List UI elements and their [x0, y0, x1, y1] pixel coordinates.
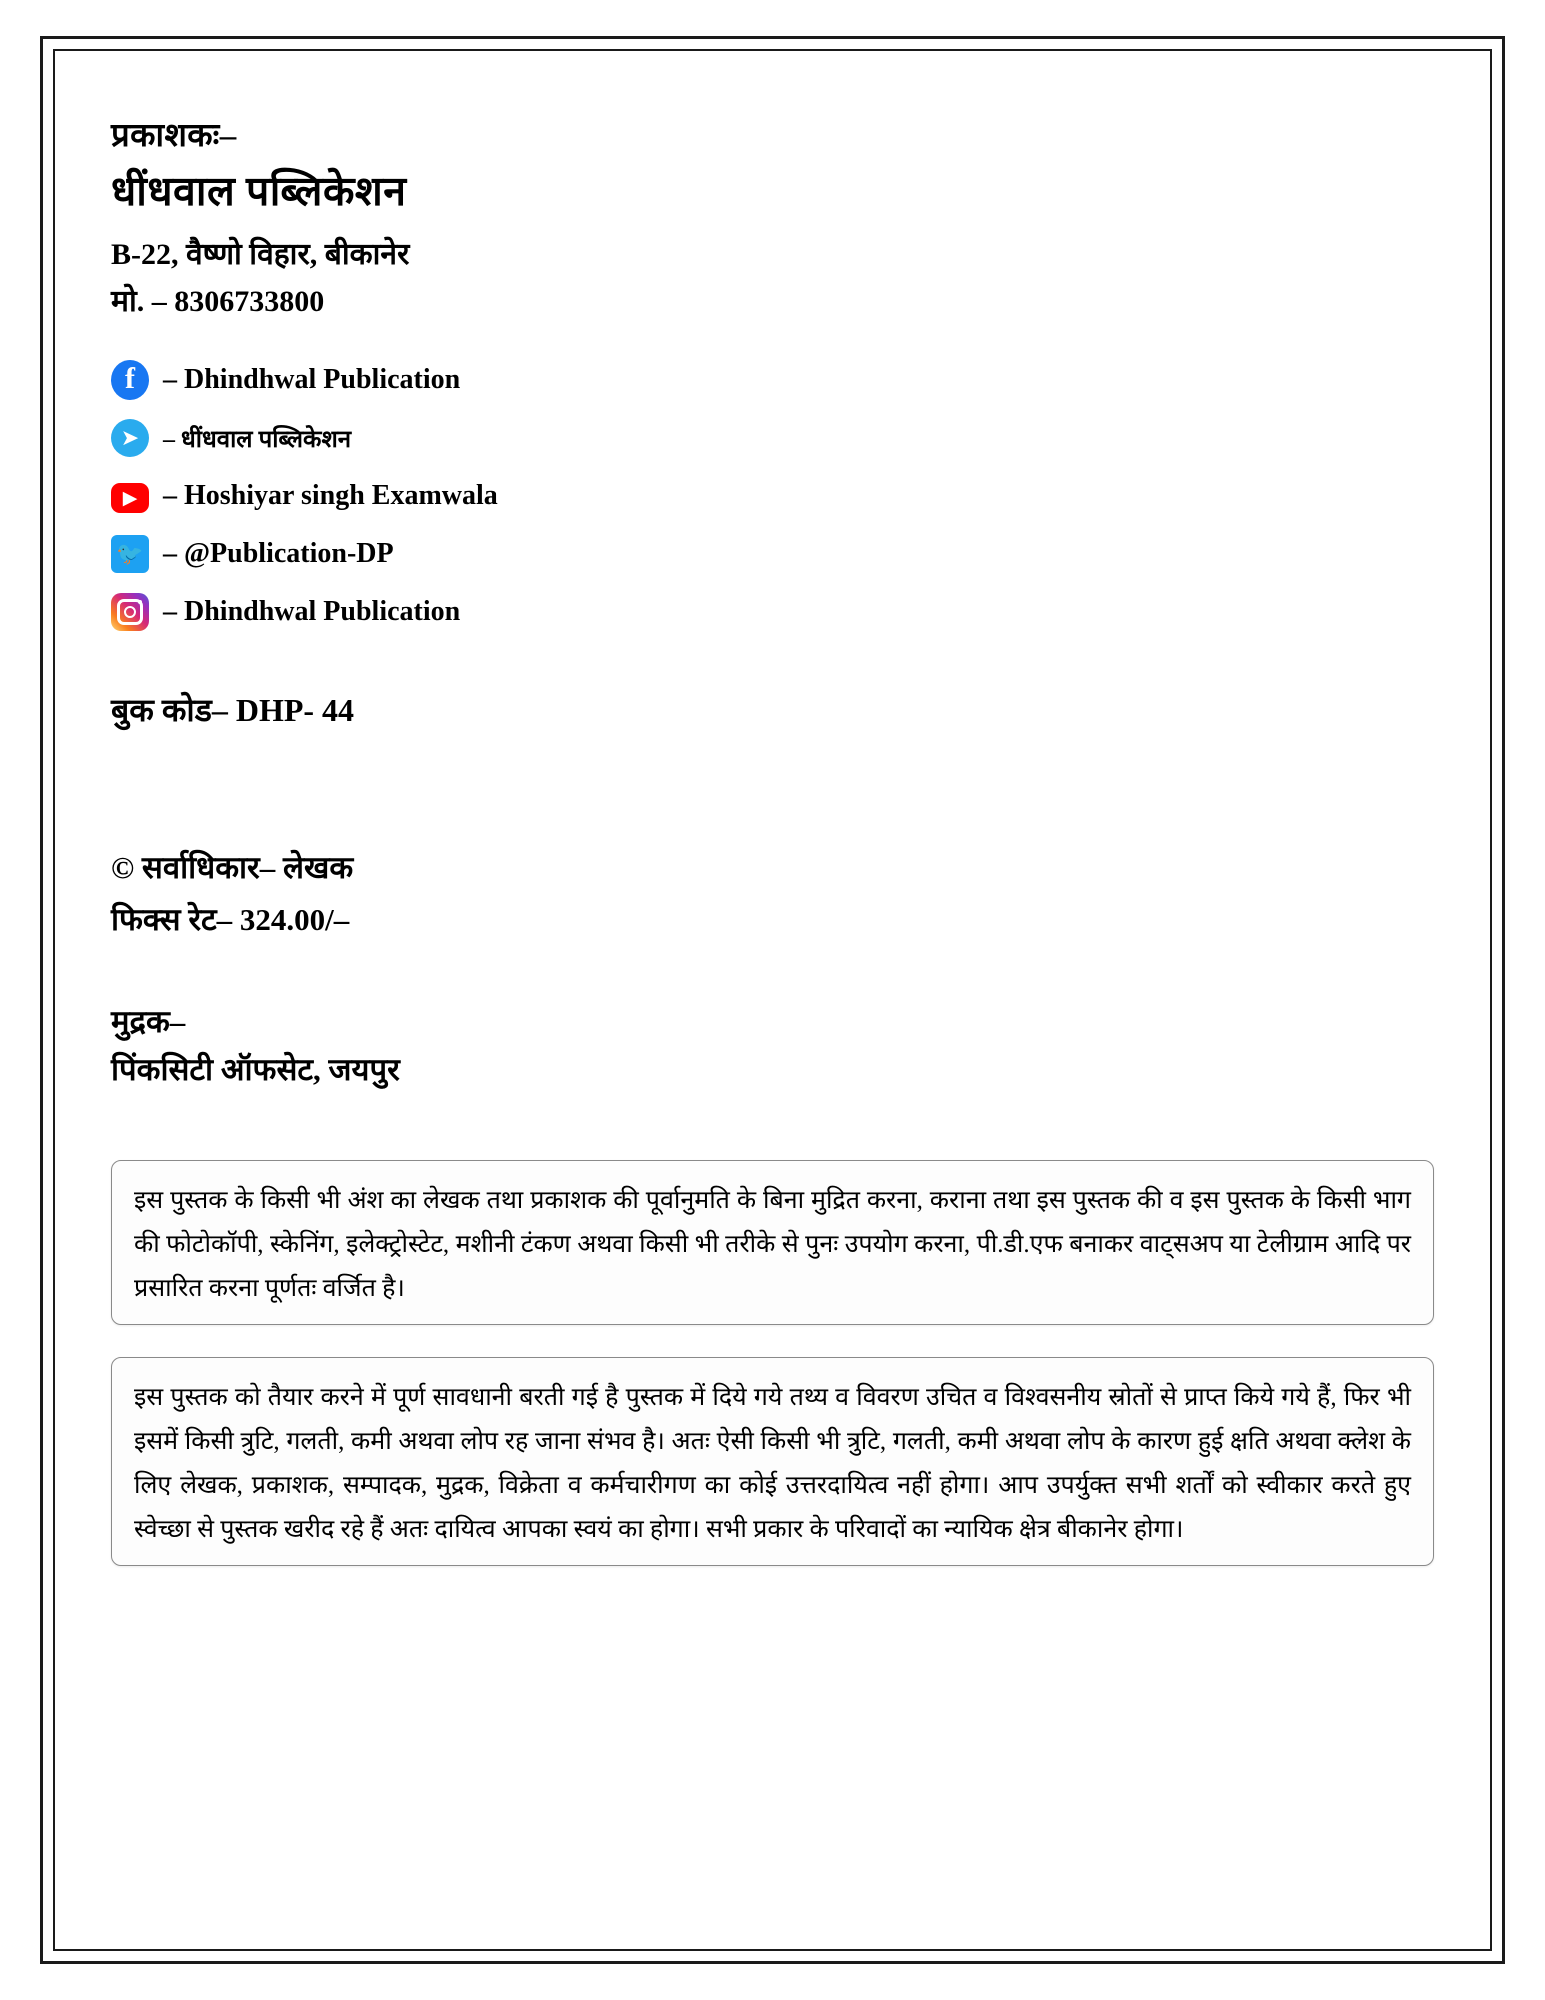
youtube-icon: ▶ — [111, 483, 149, 513]
social-handle-youtube: – Hoshiyar singh Examwala — [163, 480, 498, 511]
social-row-twitter[interactable] — [111, 528, 1434, 580]
social-links — [111, 354, 1434, 638]
printer-name: पिंकसिटी ऑफसेट, जयपुर — [111, 1052, 400, 1087]
social-handle-facebook: – Dhindhwal Publication — [163, 364, 461, 395]
facebook-icon: f — [111, 360, 149, 400]
twitter-icon: 🐦 — [111, 535, 149, 573]
publisher-address: B-22, वैष्णो विहार, बीकानेर — [111, 238, 410, 271]
inner-border — [53, 49, 1492, 1951]
copyright-notice-text: इस पुस्तक के किसी भी अंश का लेखक तथा प्रकाशक की पूर्वानुमति के बिना मुद्रित करना, कराना तथा इस पुस्तक की व इस पुस्तक के किसी भाग की फोटोकॉपी, स्केनिंग, इलेक्ट्रोस्टेट, मशीनी टंकण अथवा किसी भी तरीके से पुनः उपयोग करना, पी.डी.एफ बनाकर वाट्सअप या टेलीग्राम आदि पर प्रसारित करना पूर्णतः वर्जित है। — [134, 1187, 1411, 1302]
outer-border — [40, 36, 1505, 1964]
disclaimer-notice-text: इस पुस्तक को तैयार करने में पूर्ण सावधानी बरती गई है पुस्तक में दिये गये तथ्य व विवरण उचित व विश्वसनीय स्रोतों से प्राप्त किये गये हैं, फिर भी इसमें किसी त्रुटि, गलती, कमी अथवा लोप रह जाना संभव है। अतः ऐसी किसी भी त्रुटि, गलती, कमी अथवा लोप के कारण हुई क्षति अथवा क्लेश के लिए लेखक, प्रकाशक, सम्पादक, मुद्रक, विक्रेता व कर्मचारीगण का कोई उत्तरदायित्व नहीं होगा। आप उपर्युक्त सभी शर्तों को स्वीकार करते हुए स्वेच्छा से पुस्तक खरीद रहे हैं अतः दायित्व आपका स्वयं का होगा। सभी प्रकार के परिवादों का न्यायिक क्षेत्र बीकानेर होगा। — [134, 1384, 1411, 1543]
publisher-label: प्रकाशकः– — [111, 118, 237, 154]
social-handle-instagram: – Dhindhwal Publication — [163, 596, 461, 627]
social-row-telegram[interactable] — [111, 412, 1434, 464]
instagram-icon — [111, 593, 149, 631]
publisher-mobile: मो. – 8306733800 — [111, 285, 325, 318]
book-code: बुक कोड– DHP- 44 — [111, 692, 355, 728]
copyright-line: © सर्वाधिकार– लेखक — [111, 850, 354, 885]
disclaimer-notice-box — [111, 1357, 1434, 1566]
publisher-name: धींधवाल पब्लिकेशन — [111, 168, 407, 214]
copyright-notice-box — [111, 1160, 1434, 1325]
social-handle-twitter: – @Publication-DP — [163, 538, 394, 569]
printer-label: मुद्रक– — [111, 1004, 186, 1039]
social-row-instagram[interactable] — [111, 586, 1434, 638]
telegram-icon: ➤ — [111, 419, 149, 457]
social-handle-telegram: – धींधवाल पब्लिकेशन — [163, 426, 352, 453]
social-row-facebook[interactable] — [111, 354, 1434, 406]
fixed-rate-line: फिक्स रेट– 324.00/– — [111, 902, 350, 937]
social-row-youtube[interactable] — [111, 470, 1434, 522]
